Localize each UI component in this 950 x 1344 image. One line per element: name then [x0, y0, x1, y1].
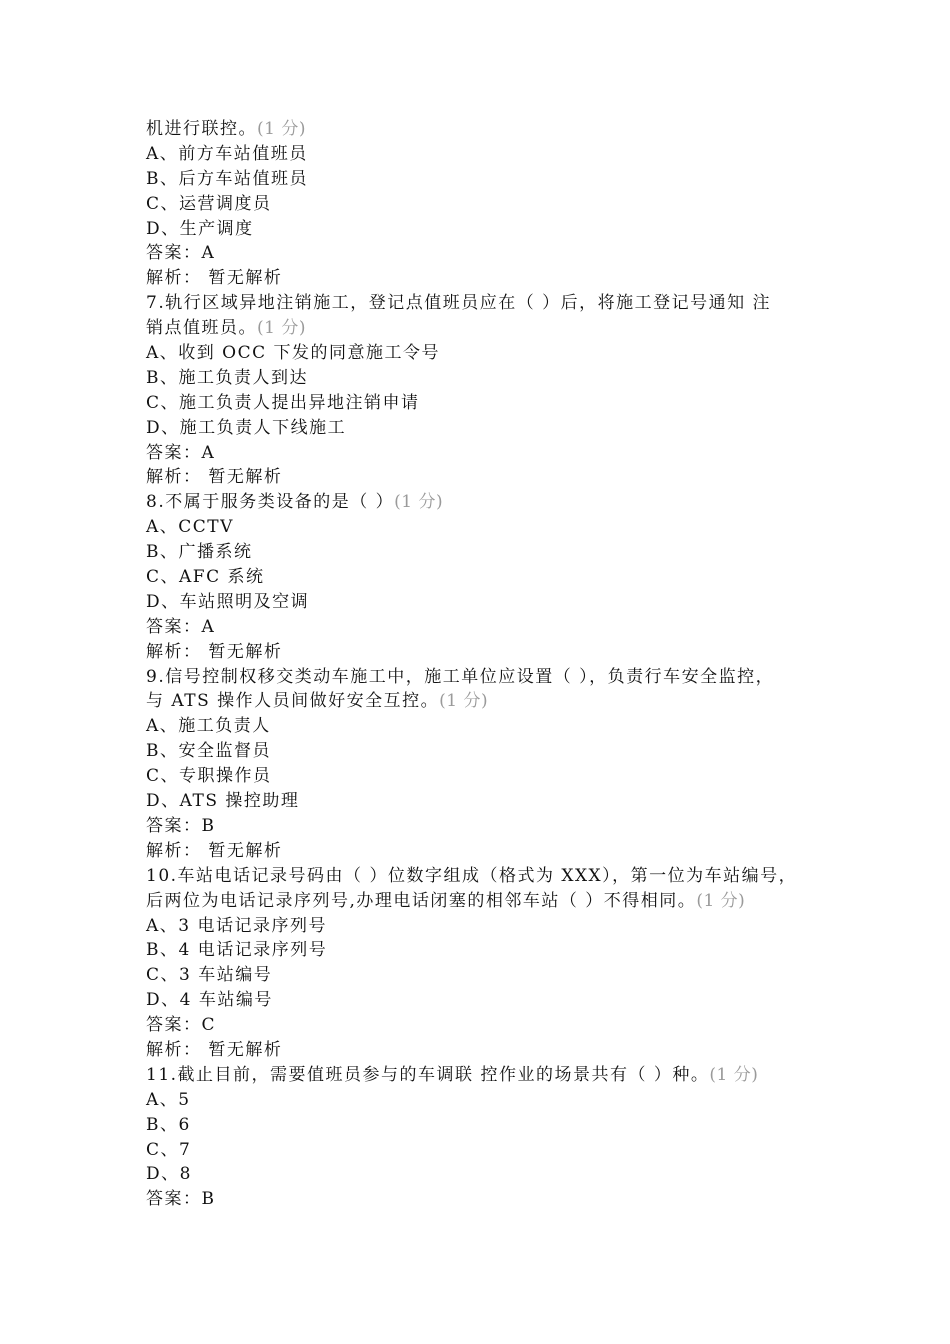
question-stem-line: 11.截止目前，需要值班员参与的车调联 控作业的场景共有（ ）种。(1 分): [146, 1064, 759, 1085]
question-block: [146, 665, 816, 864]
option-c: C、运营调度员: [146, 193, 272, 214]
option-a: A、施工负责人: [146, 716, 271, 737]
question-stem-line: 销点值班员。(1 分): [146, 318, 306, 339]
score-label: (1 分): [257, 318, 306, 339]
option-b: B、6: [146, 1114, 191, 1135]
option-c: C、专职操作员: [146, 766, 272, 787]
answer-line: 答案：B: [146, 1189, 216, 1210]
question-document: [146, 117, 816, 1212]
answer-line: 答案：C: [146, 1015, 217, 1036]
option-c: C、3 车站编号: [146, 965, 273, 986]
score-label: (1 分): [394, 492, 444, 513]
question-stem-line: 8.不属于服务类设备的是（ ）(1 分): [146, 492, 444, 513]
option-d: D、生产调度: [146, 218, 254, 239]
option-a: A、收到 OCC 下发的同意施工令号: [146, 343, 441, 364]
answer-line: 答案：A: [146, 243, 216, 264]
analysis-line: 解析： 暂无解析: [146, 1039, 283, 1060]
option-d: D、ATS 操控助理: [146, 791, 300, 812]
question-stem-line: 10.车站电话记录号码由（ ）位数字组成（格式为 XXX），第一位为车站编号，: [146, 865, 798, 886]
question-stem-line: 7.轨行区域异地注销施工，登记点值班员应在（ ）后，将施工登记号通知 注: [146, 293, 772, 314]
option-d: D、4 车站编号: [146, 990, 273, 1011]
option-b: B、后方车站值班员: [146, 168, 308, 189]
option-a: A、3 电话记录序列号: [146, 915, 327, 936]
option-b: B、4 电话记录序列号: [146, 940, 328, 961]
question-stem-line: 9.信号控制权移交类动车施工中，施工单位应设置（ ），负责行车安全监控，: [146, 666, 775, 687]
answer-line: 答案：A: [146, 616, 216, 637]
score-label: (1 分): [696, 890, 746, 911]
analysis-line: 解析： 暂无解析: [146, 268, 283, 289]
option-c: C、施工负责人提出异地注销申请: [146, 392, 420, 413]
analysis-line: 解析： 暂无解析: [146, 840, 283, 861]
option-b: B、广播系统: [146, 542, 253, 563]
question-block: [146, 291, 816, 490]
option-a: A、5: [146, 1089, 191, 1110]
option-c: C、AFC 系统: [146, 567, 265, 588]
score-label: (1 分): [709, 1064, 759, 1085]
question-block: [146, 490, 816, 664]
score-label: (1 分): [439, 691, 489, 712]
option-d: D、车站照明及空调: [146, 591, 310, 612]
question-block: [146, 1063, 816, 1212]
option-d: D、8: [146, 1164, 192, 1185]
option-b: B、施工负责人到达: [146, 367, 308, 388]
option-d: D、施工负责人下线施工: [146, 417, 347, 438]
score-label: (1 分): [257, 119, 306, 139]
question-block: [146, 864, 816, 1063]
option-b: B、安全监督员: [146, 741, 271, 762]
option-a: A、CCTV: [146, 517, 234, 538]
question-block: [146, 117, 816, 291]
analysis-line: 解析： 暂无解析: [146, 467, 283, 488]
analysis-line: 解析： 暂无解析: [146, 641, 283, 662]
question-stem-line: 与 ATS 操作人员间做好安全互控。(1 分): [146, 691, 489, 712]
question-stem-line: 机进行联控。(1 分): [146, 119, 306, 139]
option-c: C、7: [146, 1139, 192, 1160]
option-a: A、前方车站值班员: [146, 143, 308, 164]
question-stem-line: 后两位为电话记录序列号,办理电话闭塞的相邻车站（ ）不得相同。(1 分): [146, 890, 746, 911]
answer-line: 答案：A: [146, 442, 216, 463]
answer-line: 答案：B: [146, 815, 216, 836]
